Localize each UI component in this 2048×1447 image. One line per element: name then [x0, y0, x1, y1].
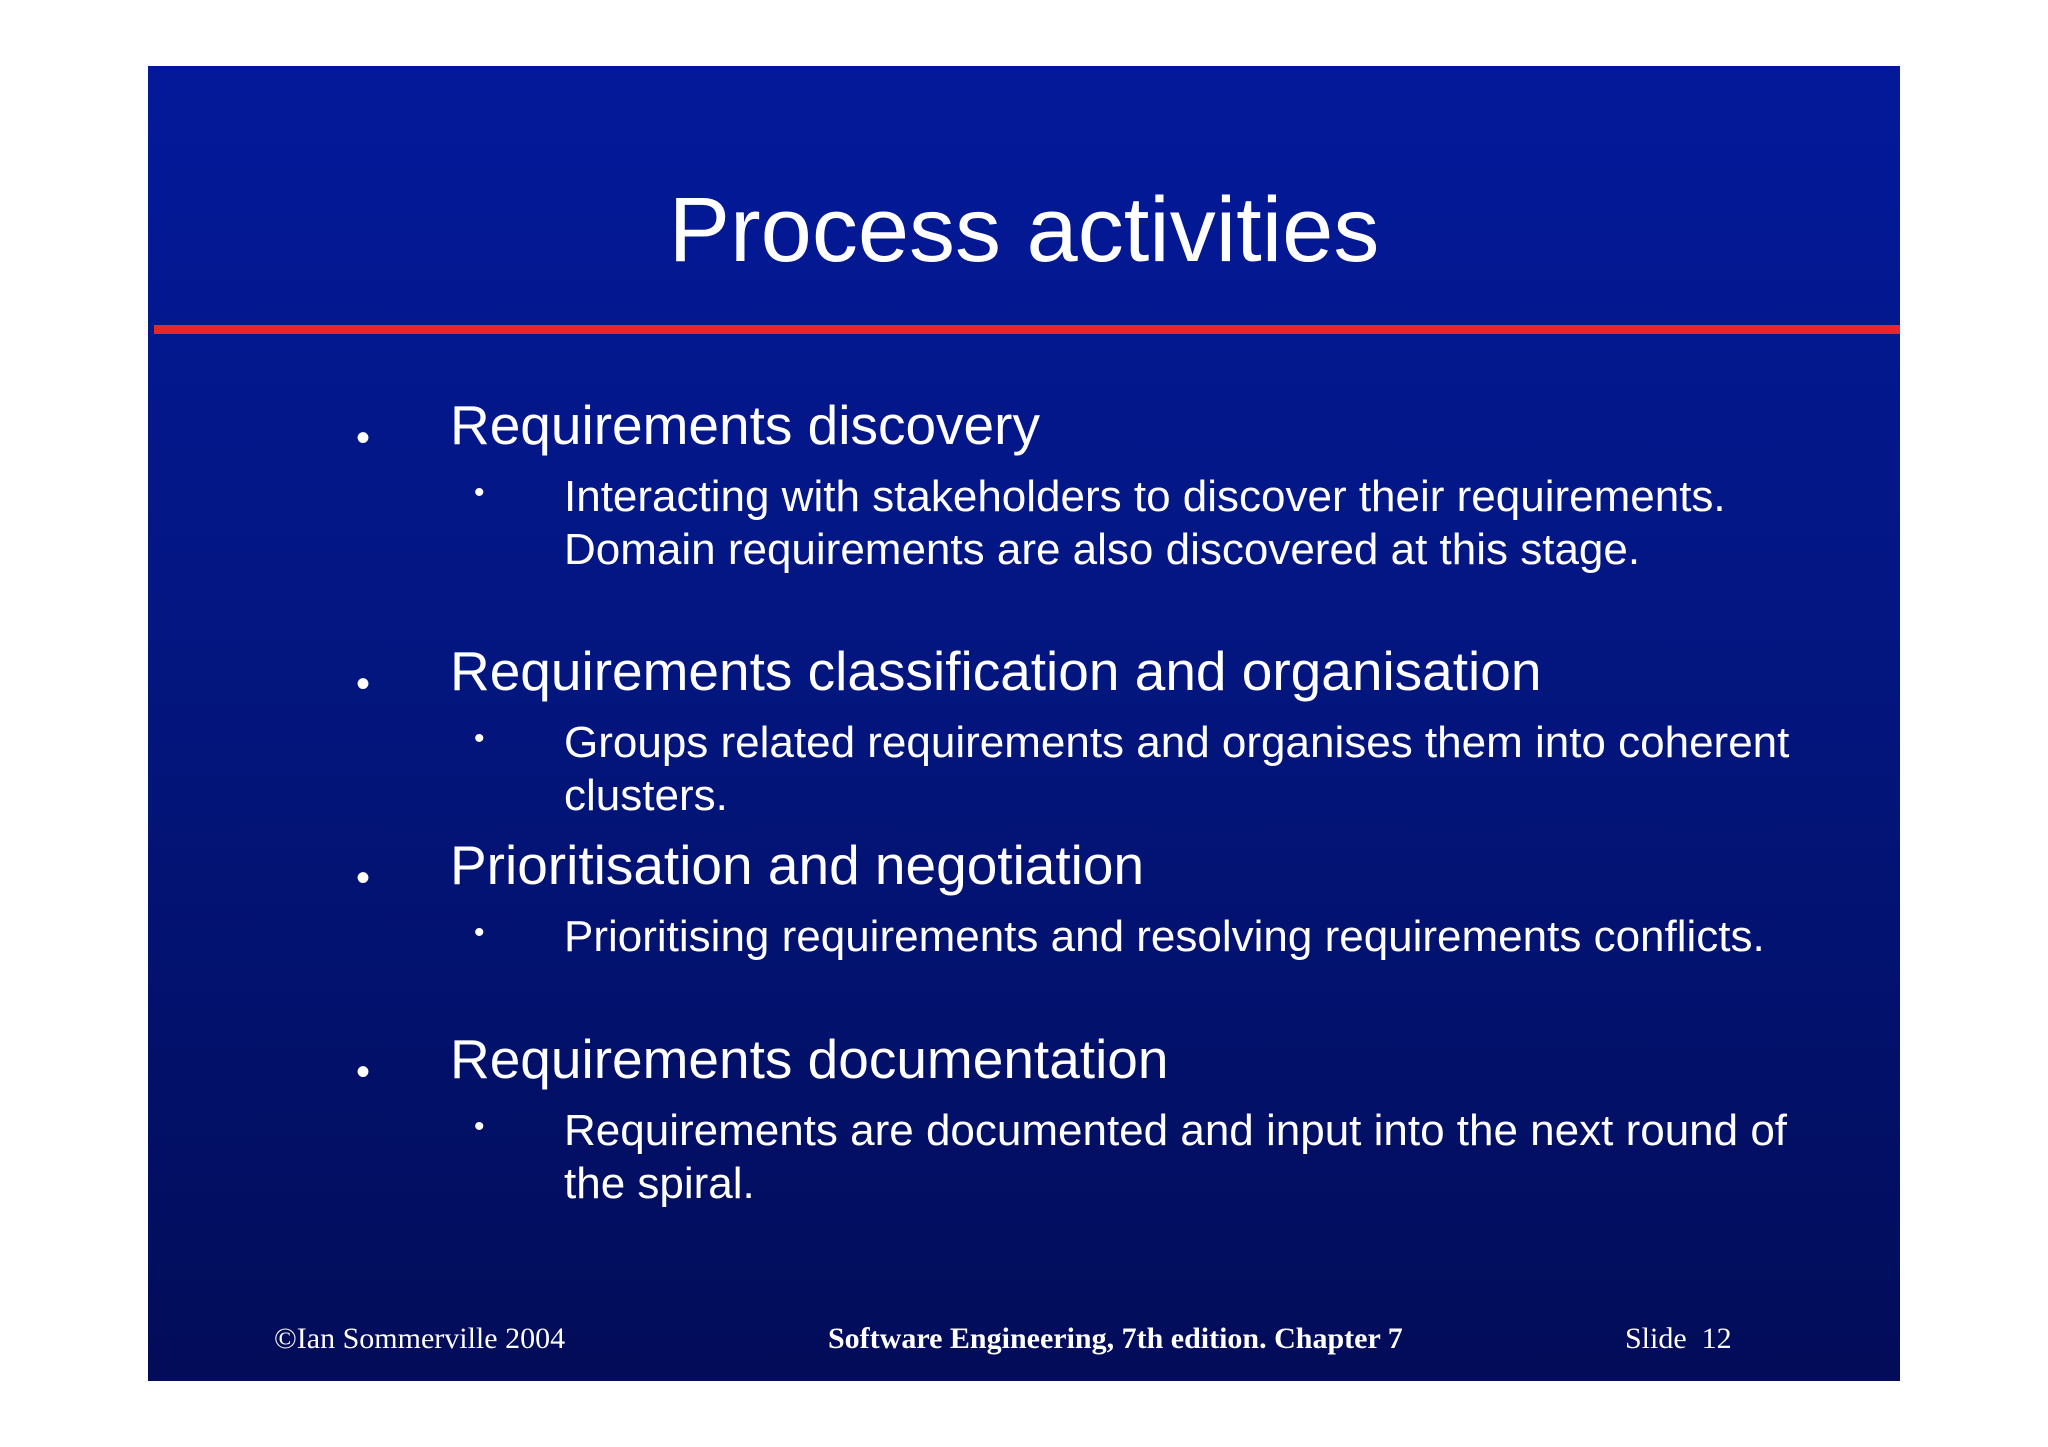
- sub-item-documentation-detail: Requirements are documented and input into the next round of the spiral.: [564, 1106, 1788, 1208]
- sub-item-discovery-detail: Interacting with stakeholders to discover their requirements. Domain requirements are also discovered at this stage.: [564, 472, 1726, 574]
- footer-book-title: Software Engineering, 7th edition. Chapter 7: [828, 1322, 1403, 1355]
- sub-item-classification-detail: Groups related requirements and organises them into coherent clusters.: [564, 718, 1790, 820]
- slide: [148, 66, 1900, 1381]
- slide-title: Process activities: [668, 179, 1380, 281]
- bullet-item-requirements-discovery: Requirements discovery: [450, 394, 1040, 456]
- bullet-item-documentation: Requirements documentation: [450, 1028, 1169, 1090]
- footer-slide-number: Slide 12: [1625, 1322, 1732, 1355]
- sub-item-prioritisation-detail: Prioritising requirements and resolving requirements conflicts.: [564, 912, 1765, 961]
- bullet-marker: •: [356, 662, 371, 706]
- bullet-item-classification: Requirements classification and organisation: [450, 640, 1542, 702]
- bullet-marker: •: [356, 416, 371, 460]
- sub-bullet-marker: •: [474, 476, 485, 509]
- bullet-item-prioritisation: Prioritisation and negotiation: [450, 834, 1145, 896]
- bullet-list: [148, 66, 1900, 1381]
- sub-bullet-marker: •: [474, 1110, 485, 1143]
- bullet-marker: •: [356, 1050, 371, 1094]
- bullet-marker: •: [356, 856, 371, 900]
- sub-bullet-marker: •: [474, 916, 485, 949]
- sub-bullet-marker: •: [474, 722, 485, 755]
- footer-copyright: ©Ian Sommerville 2004: [274, 1322, 566, 1355]
